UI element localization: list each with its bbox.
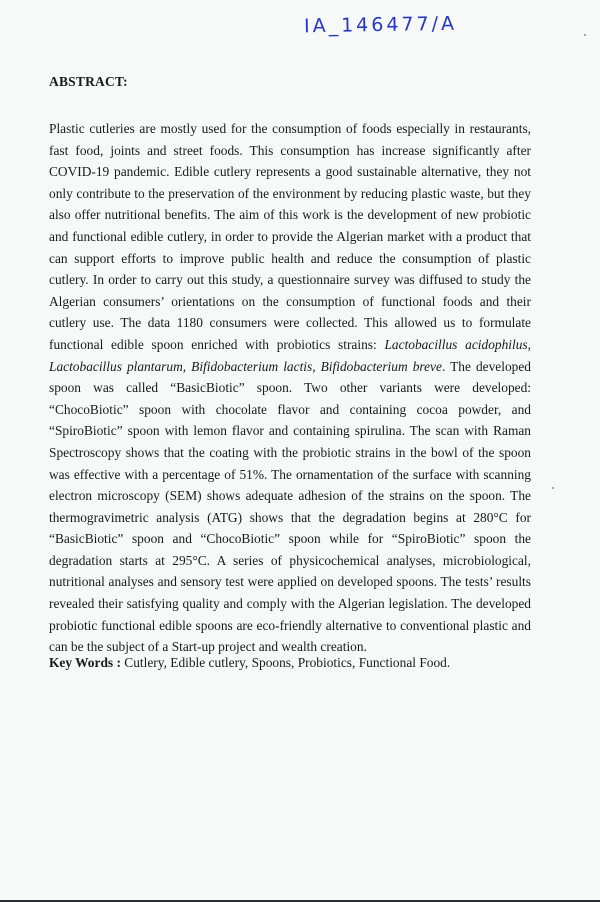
- keywords-value: Cutlery, Edible cutlery, Spoons, Probiotics, Functional Food.: [120, 655, 451, 670]
- abstract-heading: ABSTRACT:: [49, 74, 128, 89]
- scan-speck: [552, 487, 554, 489]
- abstract-text-part-2: . The developed spoon was called “BasicBiotic” spoon. Two other variants were developed: “ChocoBiotic” spoon with chocolate flavor and containing cocoa powder, and “SpiroBiotic” spoon with lemon flavor and containing spirulina. The scan with Raman Spectroscopy shows that the coating with the probiotic strains in the bowl of the spoon was effective with a percentage of 51%. The ornamentation of the surface with scanning electron microscopy (SEM) shows adequate adhesion of the strains on the spoon. The thermogravimetric analysis (ATG) shows that the degradation begins at 280°C for “BasicBiotic” spoon and “ChocoBiotic” spoon while for “SpiroBiotic” spoon the degradation starts at 295°C. A series of physicochemical analyses, microbiological, nutritional analyses and sensory test were applied on developed spoons. The tests’ results revealed their satisfying quality and comply with the Algerian legislation. The developed probiotic functional edible spoons are eco-friendly alternative to conventional plastic and can be the subject of a Start-up project and wealth creation.: [49, 358, 531, 655]
- scan-speck: [584, 34, 586, 36]
- abstract-body: [49, 118, 531, 658]
- abstract-paragraph: [49, 118, 531, 658]
- keywords-label: Key Words :: [49, 655, 121, 670]
- probiotic-strains-list: Lactobacillus acidophilus, Lactobacillus plantarum, Bifidobacterium lactis, Bifidobacterium breve: [49, 336, 531, 374]
- keywords-line: [49, 655, 450, 671]
- handwritten-reference-mark: IA_146477/A: [303, 12, 458, 38]
- abstract-text-part-1: Plastic cutleries are mostly used for the consumption of foods especially in restaurants, fast food, joints and street foods. This consumption has increase significantly after COVID-19 pandemic. Edible cutlery represents a good sustainable alternative, they not only contribute to the preservation of the environment by reducing plastic waste, but they also offer nutritional benefits. The aim of this work is the development of new probiotic and functional edible cutlery, in order to provide the Algerian market with a product that can support efforts to improve public health and reduce the consumption of plastic cutlery. In order to carry out this study, a questionnaire survey was diffused to study the Algerian consumers’ orientations on the consumption of functional foods and their cutlery use. The data 1180 consumers were collected. This allowed us to formulate functional edible spoon enriched with probiotics strains:: [49, 121, 531, 352]
